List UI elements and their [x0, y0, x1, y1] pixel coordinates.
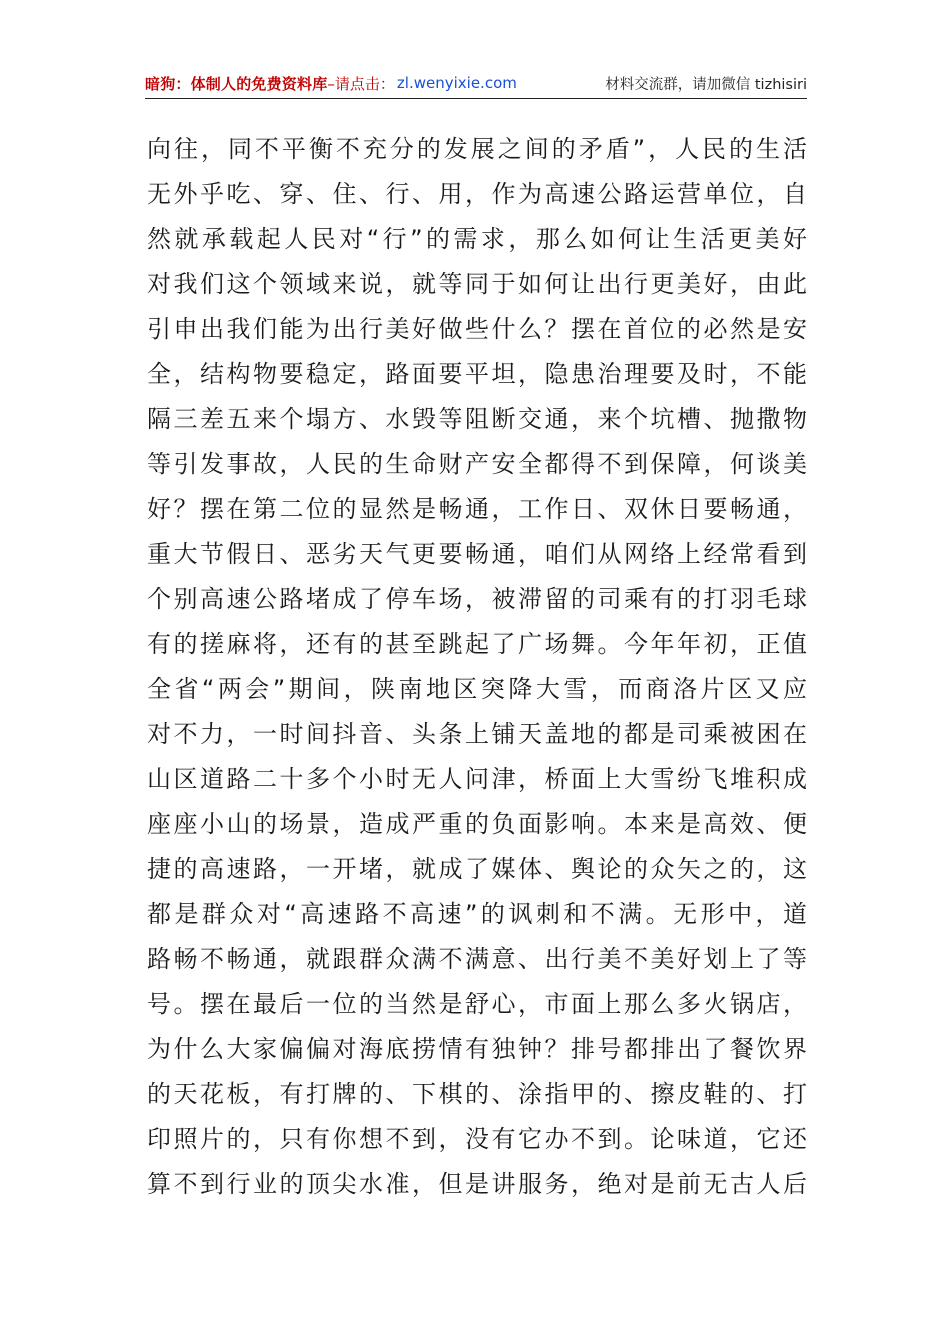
text-line: 隔三差五来个塌方、水毁等阻断交通，来个坑槽、抛撒物 [147, 405, 807, 433]
text-line: 印照片的，只有你想不到，没有它办不到。论味道，它还 [147, 1125, 807, 1153]
page-header [145, 70, 807, 96]
text-line: 全，结构物要稳定，路面要平坦，隐患治理要及时，不能 [147, 360, 807, 388]
text-line: 都是群众对“高速路不高速”的讽刺和不满。无形中，道 [147, 900, 807, 928]
text-line: 对不力，一时间抖音、头条上铺天盖地的都是司乘被困在 [147, 720, 807, 748]
text-line: 引申出我们能为出行美好做些什么？摆在首位的必然是安 [147, 315, 807, 343]
wechat-note: 材料交流群，请加微信 tizhisiri [605, 76, 807, 93]
text-line: 重大节假日、恶劣天气更要畅通，咱们从网络上经常看到 [147, 540, 807, 568]
text-line: 好？摆在第二位的显然是畅通，工作日、双休日要畅通， [147, 495, 807, 523]
document-body [147, 127, 807, 1207]
text-line: 然就承载起人民对“行”的需求，那么如何让生活更美好 [147, 225, 807, 253]
header-left [145, 73, 517, 94]
text-line: 全省“两会”期间，陕南地区突降大雪，而商洛片区又应 [147, 675, 807, 703]
text-line: 算不到行业的顶尖水准，但是讲服务，绝对是前无古人后 [147, 1170, 807, 1198]
text-line: 个别高速公路堵成了停车场，被滞留的司乘有的打羽毛球 [147, 585, 807, 613]
site-label: 暗狗：体制人的免费资料库 [145, 74, 328, 93]
text-line: 有的搓麻将，还有的甚至跳起了广场舞。今年年初，正值 [147, 630, 807, 658]
header-divider [145, 98, 807, 99]
text-line: 路畅不畅通，就跟群众满不满意、出行美不美好划上了等 [147, 945, 807, 973]
click-prompt: –请点击： [327, 74, 395, 93]
text-line: 为什么大家偏偏对海底捞情有独钟？排号都排出了餐饮界 [147, 1035, 807, 1063]
text-line: 座座小山的场景，造成严重的负面影响。本来是高效、便 [147, 810, 807, 838]
site-link[interactable]: zl.wenyixie.com [396, 74, 517, 92]
text-line: 对我们这个领域来说，就等同于如何让出行更美好，由此 [147, 270, 807, 298]
text-line: 等引发事故，人民的生命财产安全都得不到保障，何谈美 [147, 450, 807, 478]
text-line: 向往，同不平衡不充分的发展之间的矛盾”，人民的生活 [147, 135, 807, 163]
text-line: 无外乎吃、穿、住、行、用，作为高速公路运营单位，自 [147, 180, 807, 208]
text-line: 山区道路二十多个小时无人问津，桥面上大雪纷飞堆积成 [147, 765, 807, 793]
text-line: 号。摆在最后一位的当然是舒心，市面上那么多火锅店， [147, 990, 807, 1018]
text-line: 的天花板，有打牌的、下棋的、涂指甲的、擦皮鞋的、打 [147, 1080, 807, 1108]
text-line: 捷的高速路，一开堵，就成了媒体、舆论的众矢之的，这 [147, 855, 807, 883]
